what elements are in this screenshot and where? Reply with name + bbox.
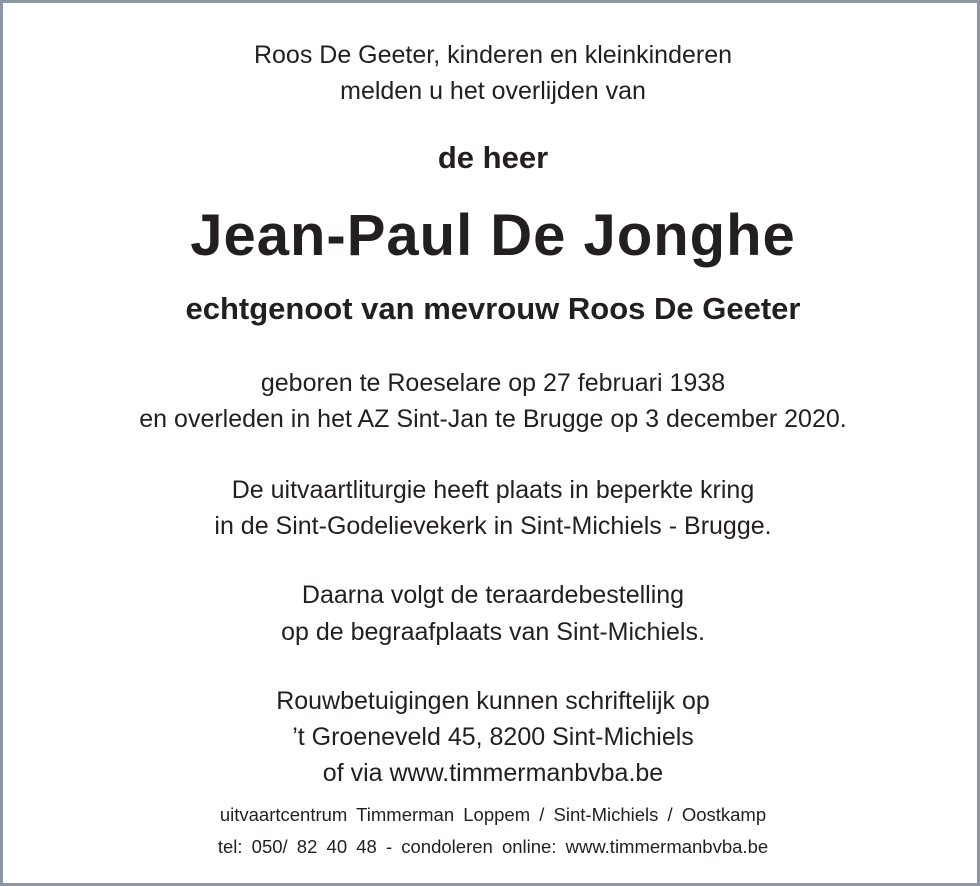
intro-line-2: melden u het overlijden van	[340, 77, 646, 105]
liturgy-line-1: De uitvaartliturgie heeft plaats in beperkte kring	[231, 476, 755, 504]
burial-line-2: op de begraafplaats van Sint-Michiels.	[281, 618, 705, 646]
funeral-home-line: uitvaartcentrum Timmerman Loppem / Sint-Michiels / Oostkamp	[219, 804, 767, 825]
condolences-line-1: Rouwbetuigingen kunnen schriftelijk op	[276, 687, 710, 715]
death-line: en overleden in het AZ Sint-Jan te Brugge op 3 december 2020.	[139, 405, 847, 433]
birth-line: geboren te Roeselare op 27 februari 1938	[260, 369, 726, 397]
condolences-website: of via www.timmermanbvba.be	[322, 759, 664, 787]
burial-line-1: Daarna volgt de teraardebestelling	[301, 581, 685, 609]
funeral-home-contact: tel: 050/ 82 40 48 - condoleren online: www.timmermanbvba.be	[217, 836, 769, 857]
liturgy-line-2: in de Sint-Godelievekerk in Sint-Michiels - Brugge.	[214, 512, 772, 540]
deceased-name: Jean-Paul De Jonghe	[190, 203, 796, 268]
honorific-title: de heer	[437, 140, 549, 175]
condolences-address: ’t Groeneveld 45, 8200 Sint-Michiels	[292, 723, 694, 751]
intro-line-1: Roos De Geeter, kinderen en kleinkinderen	[253, 41, 733, 69]
spouse-line: echtgenoot van mevrouw Roos De Geeter	[185, 291, 801, 326]
